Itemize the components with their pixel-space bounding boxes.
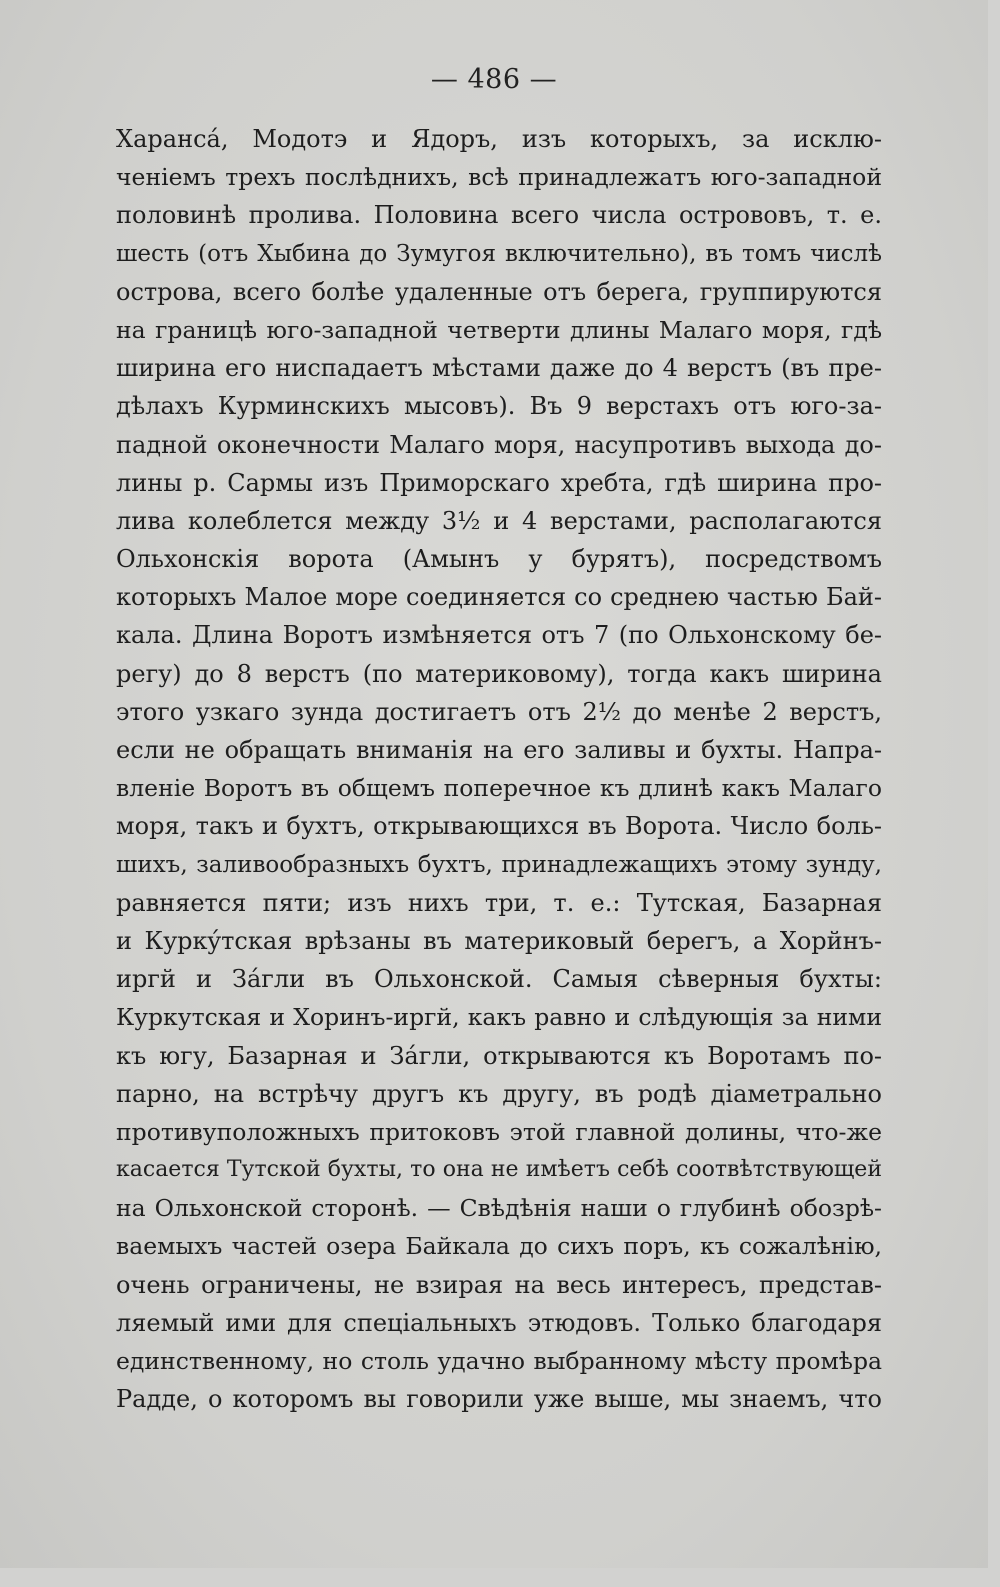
text-line: ширина его ниспадаетъ мѣстами даже до 4 верстъ (въ пре- — [116, 354, 882, 383]
text-line: дѣлахъ Курминскихъ мысовъ). Въ 9 верстахъ отъ юго-за- — [116, 392, 882, 421]
text-line: шесть (отъ Хыбина до Зумугоя включительно), въ томъ числѣ — [116, 240, 882, 267]
text-line: Радде, о которомъ вы говорили уже выше, мы знаемъ, что — [116, 1385, 882, 1414]
text-line: падной оконечности Малаго моря, насупротивъ выхода до- — [116, 430, 882, 459]
text-line: единственному, но столь удачно выбранному мѣсту промѣра — [116, 1347, 882, 1375]
body-text — [116, 120, 882, 1418]
text-line: къ югу, Базарная и Зáгли, открываются къ Воротамъ по- — [116, 1041, 882, 1070]
text-line: и Куркýтская врѣзаны въ материковый берегъ, а Хорйнъ- — [116, 926, 882, 955]
text-line: равняется пяти; изъ нихъ три, т. е.: Тутская, Базарная — [116, 888, 882, 917]
text-line: шихъ, заливообразныхъ бухтъ, принадлежащихъ этому зунду, — [116, 851, 882, 878]
text-line: касается Тутской бухты, то она не имѣетъ себѣ соотвѣтствующей — [116, 1157, 882, 1183]
text-line: парно, на встрѣчу другъ къ другу, въ родѣ діаметрально — [116, 1079, 882, 1108]
text-line: если не обращать вниманія на его заливы и бухты. Напра- — [116, 736, 882, 764]
text-line: ляемый ими для спеціальныхъ этюдовъ. Только благодаря — [116, 1308, 882, 1337]
text-line: Ольхонскія ворота (Амынъ у бурятъ), посредствомъ — [116, 545, 882, 574]
text-line: лины р. Сармы изъ Приморскаго хребта, гдѣ ширина про- — [116, 468, 882, 497]
page-number: — 486 — — [430, 64, 558, 95]
text-line: ченіемъ трехъ послѣднихъ, всѣ принадлежатъ юго-западной — [116, 163, 882, 192]
text-line: кала. Длина Воротъ измѣняется отъ 7 (по Ольхонскому бе- — [116, 621, 882, 650]
text-line: которыхъ Малое море соединяется со среднею частью Бай- — [116, 583, 882, 612]
text-line: противуположныхъ притоковъ этой главной долины, что-же — [116, 1117, 882, 1146]
text-line: на границѣ юго-западной четверти длины Малаго моря, гдѣ — [116, 315, 882, 344]
text-line: Куркутская и Хоринъ-иргй, какъ равно и слѣдующія за ними — [116, 1003, 882, 1032]
text-line: Харансá, Модотэ и Ядоръ, изъ которыхъ, за исклю- — [116, 125, 882, 153]
text-line: моря, такъ и бухтъ, открывающихся въ Ворота. Число боль- — [116, 812, 882, 841]
text-line: этого узкаго зунда достигаетъ отъ 2½ до менѣе 2 верстъ, — [116, 697, 882, 726]
text-line: очень ограничены, не взирая на весь интересъ, представ- — [116, 1270, 882, 1299]
text-line: лива колеблется между 3½ и 4 верстами, располагаются — [116, 506, 882, 535]
text-line: иргй и Зáгли въ Ольхонской. Самыя сѣверныя бухты: — [116, 965, 882, 994]
text-line: регу) до 8 верстъ (по материковому), тогда какъ ширина — [116, 659, 882, 688]
text-line: на Ольхонской сторонѣ. — Свѣдѣнія наши о глубинѣ обозрѣ- — [116, 1194, 882, 1223]
text-line: ваемыхъ частей озера Байкала до сихъ поръ, къ сожалѣнію, — [116, 1232, 882, 1261]
text-line: половинѣ пролива. Половина всего числа острововъ, т. е. — [116, 201, 882, 230]
text-line: вленіе Воротъ въ общемъ поперечное къ длинѣ какъ Малаго — [116, 774, 882, 803]
text-line: острова, всего болѣе удаленные отъ берега, группируются — [116, 277, 882, 306]
